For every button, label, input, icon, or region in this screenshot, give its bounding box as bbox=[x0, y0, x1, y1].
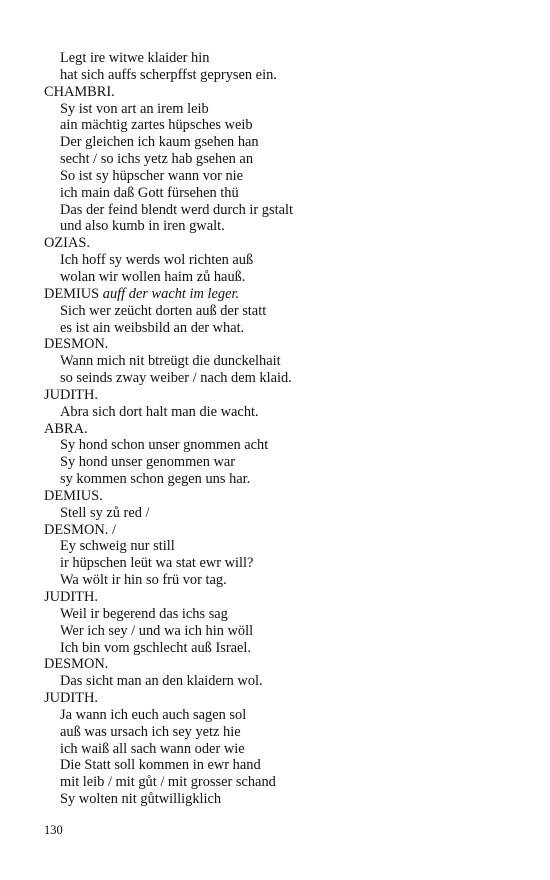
speaker-label: DESMON. bbox=[44, 656, 109, 673]
verse-text: Die Statt soll kommen in ewr hand bbox=[60, 757, 261, 774]
verse-text: auß was ursach ich sey yetz hie bbox=[60, 723, 241, 740]
verse-line bbox=[44, 269, 524, 286]
verse-line bbox=[44, 218, 524, 235]
verse-line bbox=[44, 50, 524, 67]
verse-line bbox=[44, 724, 524, 741]
verse-text: wolan wir wollen haim zů hauß. bbox=[60, 268, 246, 285]
speaker-name bbox=[44, 235, 524, 252]
verse-text: Weil ir begerend das ichs sag bbox=[60, 605, 228, 622]
speaker-label: DEMIUS bbox=[44, 285, 100, 302]
verse-line bbox=[44, 640, 524, 657]
verse-text: ich main daß Gott fürsehen thü bbox=[60, 184, 239, 201]
speaker-name bbox=[44, 421, 524, 438]
verse-line bbox=[44, 185, 524, 202]
verse-line bbox=[44, 606, 524, 623]
speaker-label: DESMON. / bbox=[44, 521, 116, 538]
verse-line bbox=[44, 101, 524, 118]
verse-text: Stell sy zů red / bbox=[60, 504, 150, 521]
speaker-name bbox=[44, 286, 524, 303]
verse-line bbox=[44, 572, 524, 589]
speaker-label: JUDITH. bbox=[44, 589, 98, 605]
verse-text: Sy ist von art an irem leib bbox=[60, 100, 209, 117]
verse-line bbox=[44, 320, 524, 337]
verse-line bbox=[44, 538, 524, 555]
speaker-name bbox=[44, 522, 524, 539]
verse-line bbox=[44, 707, 524, 724]
verse-text: Ich bin vom gschlecht auß Israel. bbox=[60, 639, 252, 656]
speaker-name bbox=[44, 387, 524, 404]
verse-text: Legt ire witwe klaider hin bbox=[60, 50, 210, 66]
verse-text: Wann mich nit btreügt die dunckelhait bbox=[60, 353, 281, 370]
verse-line bbox=[44, 454, 524, 471]
speaker-label: JUDITH. bbox=[44, 690, 98, 707]
speaker-label: CHAMBRI. bbox=[44, 83, 115, 100]
verse-text: Ja wann ich euch auch sagen sol bbox=[60, 706, 247, 723]
verse-text: ain mächtig zartes hüpsches weib bbox=[60, 117, 253, 134]
verse-line bbox=[44, 555, 524, 572]
verse-line bbox=[44, 471, 524, 488]
verse-line bbox=[44, 791, 524, 808]
verse-text: Das der feind blendt werd durch ir gstalt bbox=[60, 201, 293, 218]
speaker-name bbox=[44, 589, 524, 606]
page-number: 130 bbox=[44, 823, 63, 837]
verse-line bbox=[44, 774, 524, 791]
verse-text: Ich hoff sy werds wol richten auß bbox=[60, 252, 254, 269]
stage-direction: auff der wacht im leger. bbox=[102, 285, 240, 302]
verse-text: Der gleichen ich kaum gsehen han bbox=[60, 134, 259, 151]
verse-line bbox=[44, 134, 524, 151]
verse-line bbox=[44, 353, 524, 370]
verse-text: Wer ich sey / und wa ich hin wöll bbox=[60, 622, 254, 639]
speaker-label: JUDITH. bbox=[44, 386, 98, 403]
verse-text: secht / so ichs yetz hab gsehen an bbox=[60, 151, 254, 168]
verse-line bbox=[44, 168, 524, 185]
verse-line bbox=[44, 370, 524, 387]
verse-text: mit leib / mit gůt / mit grosser schand bbox=[60, 774, 276, 791]
verse-text: es ist ain weibsbild an der what. bbox=[60, 319, 245, 336]
verse-text: hat sich auffs scherpffst geprysen ein. bbox=[60, 66, 277, 83]
verse-line bbox=[44, 623, 524, 640]
verse-line bbox=[44, 404, 524, 421]
verse-line bbox=[44, 303, 524, 320]
verse-text: Wa wölt ir hin so frü vor tag. bbox=[60, 572, 227, 589]
speaker-name bbox=[44, 690, 524, 707]
speaker-name bbox=[44, 656, 524, 673]
verse-line bbox=[44, 741, 524, 758]
speaker-label: DEMIUS. bbox=[44, 487, 103, 504]
verse-text: ir hüpschen leüt wa stat ewr will? bbox=[60, 555, 254, 572]
verse-text: Abra sich dort halt man die wacht. bbox=[60, 403, 259, 420]
verse-text: Sich wer zeücht dorten auß der statt bbox=[60, 302, 267, 319]
verse-line bbox=[44, 67, 524, 84]
verse-line bbox=[44, 437, 524, 454]
verse-line bbox=[44, 202, 524, 219]
verse-line bbox=[44, 673, 524, 690]
verse-line bbox=[44, 252, 524, 269]
speaker-name bbox=[44, 336, 524, 353]
speaker-name bbox=[44, 84, 524, 101]
speaker-name bbox=[44, 488, 524, 505]
verse-text: Ey schweig nur still bbox=[60, 538, 175, 555]
speaker-label: DESMON. bbox=[44, 336, 109, 353]
verse-text: so seinds zway weiber / nach dem klaid. bbox=[60, 370, 292, 387]
verse-text: und also kumb in iren gwalt. bbox=[60, 218, 225, 235]
verse-line bbox=[44, 757, 524, 774]
speaker-label: OZIAS. bbox=[44, 235, 90, 252]
verse-text: Sy hond schon unser gnommen acht bbox=[60, 437, 269, 454]
verse-text: Das sicht man an den klaidern wol. bbox=[60, 673, 263, 690]
verse-text: Sy hond unser genommen war bbox=[60, 454, 236, 471]
text-block bbox=[44, 50, 524, 808]
verse-text: ich waiß all sach wann oder wie bbox=[60, 740, 245, 757]
verse-line bbox=[44, 505, 524, 522]
verse-text: Sy wolten nit gůtwilligklich bbox=[60, 791, 222, 808]
verse-line bbox=[44, 151, 524, 168]
verse-line bbox=[44, 117, 524, 134]
verse-text: So ist sy hüpscher wann vor nie bbox=[60, 167, 244, 184]
verse-text: sy kommen schon gegen uns har. bbox=[60, 471, 251, 488]
speaker-label: ABRA. bbox=[44, 420, 88, 437]
